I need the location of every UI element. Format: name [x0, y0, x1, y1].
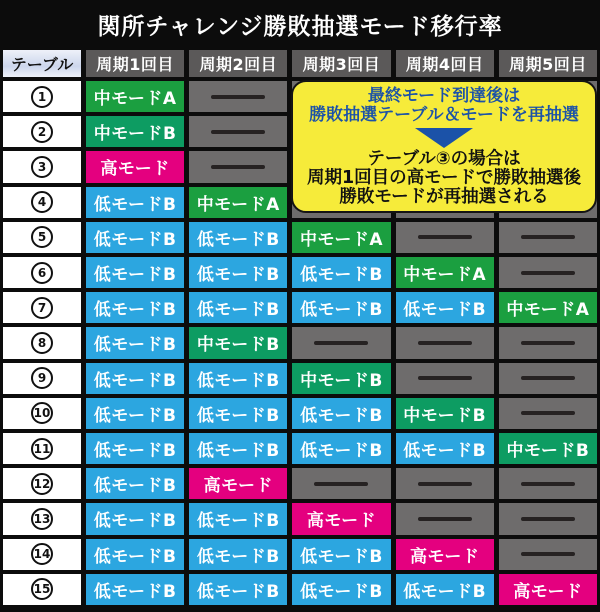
empty-cell: [292, 468, 390, 499]
empty-cell: [499, 257, 597, 288]
dash-mark: [418, 376, 472, 380]
mode-cell: 低モードB: [189, 398, 287, 429]
mode-cell: 低モードB: [189, 292, 287, 323]
circled-number: 14: [31, 543, 53, 565]
mode-cell: 低モードB: [86, 468, 184, 499]
mode-cell: 低モードB: [396, 292, 494, 323]
empty-cell: [499, 398, 597, 429]
empty-cell: [499, 327, 597, 358]
empty-cell: [292, 327, 390, 358]
dash-mark: [314, 482, 368, 486]
row-number-cell: [3, 81, 81, 112]
title-bar: [0, 0, 600, 48]
mode-cell: 低モードB: [189, 503, 287, 534]
empty-cell: [189, 81, 287, 112]
circled-number: 15: [31, 578, 53, 600]
dash-mark: [521, 552, 575, 556]
empty-cell: [499, 363, 597, 394]
empty-cell: [499, 468, 597, 499]
empty-cell: [396, 222, 494, 253]
callout-top-line-1: 最終モード到達後は: [367, 86, 521, 106]
dash-mark: [211, 165, 265, 169]
callout-bottom-line-2: 周期1回目の高モードで勝敗抽選後: [307, 167, 581, 188]
circled-number: 8: [31, 332, 53, 354]
row-number-cell: [3, 187, 81, 218]
row-number-cell: [3, 468, 81, 499]
row-number-cell: [3, 398, 81, 429]
row-number-cell: [3, 363, 81, 394]
empty-cell: [396, 468, 494, 499]
row-number-cell: [3, 222, 81, 253]
row-number-cell: [3, 257, 81, 288]
circled-number: 2: [31, 121, 53, 143]
mode-cell: 高モード: [396, 539, 494, 570]
mode-cell: 低モードB: [396, 574, 494, 605]
mode-cell: 高モード: [292, 503, 390, 534]
mode-cell: 中モードA: [396, 257, 494, 288]
mode-cell: 中モードA: [499, 292, 597, 323]
callout-bottom-line-3: 勝敗モードが再抽選される: [339, 186, 549, 207]
row-number-cell: [3, 151, 81, 182]
mode-cell: 低モードB: [189, 222, 287, 253]
dash-mark: [521, 411, 575, 415]
dash-mark: [418, 235, 472, 239]
row-number-cell: [3, 574, 81, 605]
dash-mark: [211, 130, 265, 134]
mode-cell: 低モードB: [292, 539, 390, 570]
mode-cell: 低モードB: [292, 574, 390, 605]
dash-mark: [521, 376, 575, 380]
column-header-2: 周期2回目: [189, 50, 287, 77]
column-header-1: 周期1回目: [86, 50, 184, 77]
empty-cell: [396, 327, 494, 358]
mode-cell: 低モードB: [189, 433, 287, 464]
mode-cell: 高モード: [189, 468, 287, 499]
circled-number: 7: [31, 297, 53, 319]
mode-cell: 中モードA: [189, 187, 287, 218]
column-header-3: 周期3回目: [292, 50, 390, 77]
callout-note: [291, 80, 597, 213]
column-header-4: 周期4回目: [396, 50, 494, 77]
empty-cell: [189, 116, 287, 147]
row-number-cell: [3, 116, 81, 147]
mode-cell: 低モードB: [292, 257, 390, 288]
mode-cell: 低モードB: [292, 292, 390, 323]
dash-mark: [521, 517, 575, 521]
mode-cell: 低モードB: [86, 327, 184, 358]
mode-cell: 低モードB: [189, 539, 287, 570]
corner-header-cell: テーブル: [3, 50, 81, 77]
dash-mark: [418, 517, 472, 521]
row-number-cell: [3, 292, 81, 323]
circled-number: 12: [31, 473, 53, 495]
circled-number: 6: [31, 262, 53, 284]
circled-number: 10: [31, 402, 53, 424]
row-number-cell: [3, 539, 81, 570]
mode-cell: 中モードB: [86, 116, 184, 147]
mode-cell: 低モードB: [86, 433, 184, 464]
circled-number: 9: [31, 367, 53, 389]
dash-mark: [418, 341, 472, 345]
mode-cell: 中モードB: [396, 398, 494, 429]
callout-top-line-2: 勝敗抽選テーブル＆モードを再抽選: [309, 105, 579, 126]
mode-cell: 低モードB: [189, 574, 287, 605]
callout-bottom-line-1: テーブル③の場合は: [367, 149, 521, 170]
mode-cell: 低モードB: [86, 257, 184, 288]
empty-cell: [499, 222, 597, 253]
dash-mark: [521, 271, 575, 275]
mode-cell: 中モードB: [189, 327, 287, 358]
mode-cell: 低モードB: [86, 398, 184, 429]
mode-cell: 低モードB: [86, 222, 184, 253]
circled-number: 1: [31, 86, 53, 108]
mode-cell: 中モードA: [86, 81, 184, 112]
row-number-cell: [3, 433, 81, 464]
mode-cell: 低モードB: [86, 363, 184, 394]
mode-cell: 低モードB: [189, 257, 287, 288]
mode-cell: 低モードB: [292, 398, 390, 429]
mode-cell: 低モードB: [292, 433, 390, 464]
dash-mark: [418, 482, 472, 486]
dash-mark: [521, 341, 575, 345]
circled-number: 3: [31, 156, 53, 178]
empty-cell: [189, 151, 287, 182]
mode-cell: 低モードB: [86, 187, 184, 218]
mode-cell: 低モードB: [396, 433, 494, 464]
page-title: 関所チャレンジ勝敗抽選モード移行率: [97, 13, 503, 40]
dash-mark: [211, 95, 265, 99]
circled-number: 13: [31, 508, 53, 530]
empty-cell: [499, 539, 597, 570]
empty-cell: [396, 363, 494, 394]
dash-mark: [314, 341, 368, 345]
mode-cell: 低モードB: [86, 574, 184, 605]
mode-cell: 高モード: [499, 574, 597, 605]
mode-cell: 低モードB: [86, 539, 184, 570]
row-number-cell: [3, 327, 81, 358]
mode-cell: 高モード: [86, 151, 184, 182]
circled-number: 11: [31, 438, 53, 460]
down-arrow-icon: [415, 128, 473, 148]
mode-cell: 中モードB: [292, 363, 390, 394]
circled-number: 4: [31, 191, 53, 213]
dash-mark: [521, 235, 575, 239]
mode-cell: 低モードB: [86, 292, 184, 323]
circled-number: 5: [31, 226, 53, 248]
empty-cell: [396, 503, 494, 534]
mode-cell: 中モードB: [499, 433, 597, 464]
column-header-5: 周期5回目: [499, 50, 597, 77]
row-number-cell: [3, 503, 81, 534]
mode-cell: 低モードB: [189, 363, 287, 394]
mode-cell: 低モードB: [86, 503, 184, 534]
empty-cell: [499, 503, 597, 534]
dash-mark: [521, 482, 575, 486]
mode-cell: 中モードA: [292, 222, 390, 253]
